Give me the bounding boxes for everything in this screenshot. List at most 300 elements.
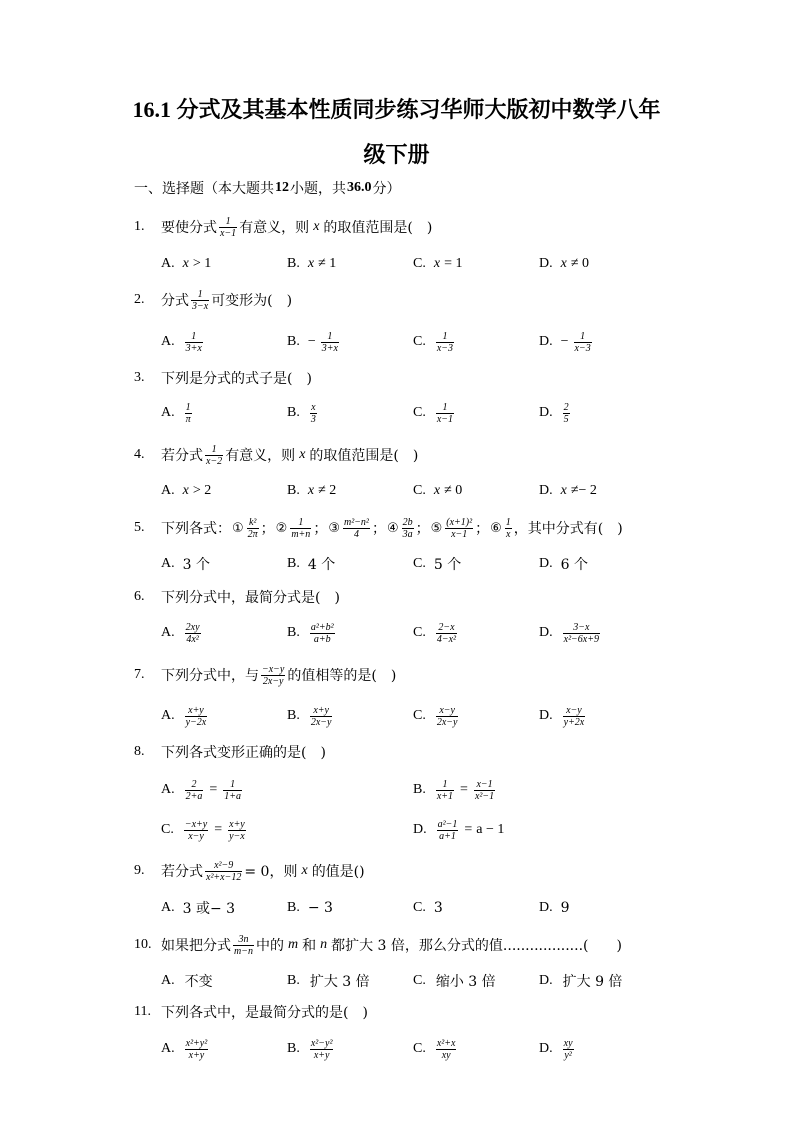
fraction: [563, 1038, 574, 1061]
option-d: [539, 481, 597, 501]
numerator: m²−n²: [343, 516, 369, 528]
stem-text: 分式: [161, 293, 189, 309]
option-a: [161, 254, 211, 274]
option-c: [413, 554, 461, 574]
option-b: [287, 403, 319, 423]
stem-text: 要使分式: [161, 220, 217, 236]
question-stem: [161, 665, 396, 685]
denominator: 2+a: [185, 790, 203, 802]
numerator: x−y: [566, 704, 582, 716]
option-b: [287, 254, 336, 274]
numerator: (x+1)²: [446, 516, 473, 528]
option-math: > 1: [192, 256, 212, 271]
denominator: a+b: [310, 633, 335, 645]
numerator: x+y: [229, 818, 245, 830]
numerator: x+y: [188, 704, 204, 716]
fraction: [310, 402, 317, 425]
denominator: m−n: [234, 945, 253, 957]
numerator: 2xy: [185, 621, 200, 633]
question-number: 7.: [134, 667, 145, 682]
numerator: x: [311, 401, 316, 413]
option-math: ≠ 0: [444, 483, 463, 498]
numerator: −x+y: [184, 818, 208, 830]
denominator: π: [185, 413, 191, 425]
denominator: 2x−y: [262, 675, 284, 687]
option-text: 5 个: [433, 557, 462, 573]
numerator: 1: [442, 330, 448, 342]
variable: x: [560, 483, 567, 498]
option-c: [161, 820, 248, 840]
denominator: x−1: [436, 413, 454, 425]
fraction: [185, 331, 203, 354]
denominator: y−x: [229, 830, 245, 842]
denominator: 5: [563, 413, 569, 425]
numerator: 1: [191, 330, 197, 342]
option-math: ≠ 2: [318, 483, 337, 498]
option-b: [287, 554, 335, 574]
fraction: [185, 622, 201, 645]
option-a: [161, 971, 213, 991]
question-number: 11.: [134, 1004, 151, 1019]
section-text: 一、选择题（本大题共: [134, 181, 274, 197]
numerator: 1: [211, 443, 217, 455]
option-text: 扩大 3 倍: [309, 974, 370, 990]
denominator: x−2: [206, 455, 223, 467]
fraction: [205, 860, 242, 883]
fraction: [445, 517, 473, 540]
numerator: x²−9: [214, 859, 234, 871]
numerator: x²+x: [436, 1037, 456, 1049]
denominator: x²−6x+9: [563, 633, 599, 645]
fraction: [185, 402, 192, 425]
stem-text: ，其中分式有( ): [513, 521, 623, 537]
stem-text: 的值是(): [311, 864, 365, 880]
denominator: y²: [564, 1049, 572, 1061]
option-text: 3 个: [182, 557, 210, 573]
denominator: 4−x²: [436, 633, 457, 645]
variable: x: [433, 256, 441, 271]
numerator: x−1: [476, 778, 493, 790]
option-b: [287, 1039, 335, 1059]
option-label: B.: [287, 973, 300, 988]
stem-text: 都扩大 3 倍，那么分式的值..................( ): [331, 938, 622, 954]
option-d: [539, 898, 570, 918]
denominator: x+1: [436, 790, 454, 802]
item-marker: ①: [232, 520, 244, 536]
numerator: −x−y: [262, 663, 285, 675]
fraction: [205, 444, 223, 467]
option-b: [287, 971, 370, 991]
fraction: [219, 216, 237, 239]
fraction: [574, 331, 592, 354]
question-count: 12: [275, 180, 289, 195]
numerator: x+y: [313, 704, 329, 716]
option-label: C.: [413, 256, 426, 271]
option-d: [539, 971, 622, 991]
option-math: ≠ 0: [570, 256, 590, 271]
question-number: 8.: [134, 744, 145, 759]
equals-sign: =: [460, 782, 468, 797]
denominator: xy: [436, 1049, 457, 1061]
option-a: [161, 706, 209, 726]
variable: x: [307, 256, 315, 271]
numerator: xy: [563, 1037, 573, 1049]
stem-text: 下列分式中，最简分式是( ): [161, 590, 340, 606]
denominator: 1+a: [224, 790, 242, 802]
numerator: 1: [580, 330, 586, 342]
fraction: [184, 819, 208, 842]
option-label: D.: [413, 822, 427, 837]
option-label: D.: [539, 556, 553, 571]
section-text: 小题，共: [290, 181, 346, 197]
variable: n: [320, 937, 328, 952]
option-c: [413, 403, 456, 423]
fraction: [436, 705, 459, 728]
question-stem: [161, 518, 623, 538]
separator: ；: [313, 521, 328, 537]
numerator: 1: [442, 778, 448, 790]
item-marker: ⑥: [490, 520, 502, 536]
numerator: 1: [298, 516, 304, 528]
option-c: [413, 481, 462, 501]
question-stem: [161, 217, 432, 237]
fraction: [402, 517, 414, 540]
option-d: [539, 254, 589, 274]
stem-text: = 0，则: [244, 864, 298, 880]
question-stem: [161, 861, 365, 881]
denominator: 3+x: [185, 342, 202, 354]
numerator: 1: [442, 401, 448, 413]
option-label: A.: [161, 900, 175, 915]
fraction: [563, 402, 570, 425]
equals-sign: =: [214, 822, 223, 837]
fraction: [310, 705, 333, 728]
fraction: [563, 622, 600, 645]
option-label: B.: [287, 900, 300, 915]
numerator: 1: [230, 778, 236, 790]
option-a: [161, 403, 194, 423]
numerator: 1: [185, 401, 191, 413]
denominator: x+y: [185, 1049, 209, 1061]
question-stem: [161, 368, 312, 388]
option-label: C.: [413, 556, 426, 571]
denominator: x+y: [310, 1049, 334, 1061]
option-c: [413, 623, 459, 643]
separator: ；: [475, 521, 490, 537]
fraction: [223, 779, 242, 802]
option-label: B.: [287, 483, 300, 498]
denominator: 2x−y: [436, 716, 458, 728]
numerator: 1: [197, 288, 203, 300]
question-stem: [161, 445, 418, 465]
option-label: C.: [413, 405, 426, 420]
numerator: x²−y²: [310, 1037, 333, 1049]
fraction: [261, 664, 285, 687]
question-stem: [161, 935, 622, 955]
option-a: [161, 1039, 210, 1059]
numerator: 1: [505, 516, 511, 528]
option-d: [539, 332, 594, 352]
stem-text: 若分式: [161, 448, 203, 464]
option-label: A.: [161, 256, 175, 271]
option-a: [161, 898, 235, 918]
section-text: 分）: [372, 181, 401, 197]
numerator: 3−x: [573, 621, 590, 633]
stem-text: 的取值范围是( ): [323, 220, 433, 236]
denominator: 3: [310, 413, 316, 425]
option-a: [161, 332, 205, 352]
denominator: x²−1: [474, 790, 495, 802]
option-text: 4 个: [307, 557, 336, 573]
denominator: x−1: [220, 227, 237, 239]
option-label: B.: [287, 334, 300, 349]
question-stem: [161, 290, 292, 310]
option-label: B.: [287, 405, 300, 420]
option-label: B.: [287, 625, 300, 640]
separator: ；: [415, 521, 430, 537]
option-math: = 1: [444, 256, 463, 271]
option-b: [287, 481, 336, 501]
fraction: [436, 622, 457, 645]
fraction: [436, 331, 454, 354]
numerator: k²: [248, 516, 257, 528]
fraction: [247, 517, 259, 540]
denominator: y+2x: [563, 716, 585, 728]
stem-text: 如果把分式: [161, 938, 231, 954]
item-marker: ③: [328, 520, 340, 536]
option-label: B.: [287, 556, 300, 571]
fraction: [191, 289, 209, 312]
stem-text: 下列各式：: [161, 521, 231, 537]
denominator: 4x²: [186, 633, 199, 645]
document-title-line-1: 16.1 分式及其基本性质同步练习华师大版初中数学八年: [132, 97, 661, 122]
item-marker: ②: [275, 520, 288, 536]
option-math: > 2: [192, 483, 212, 498]
stem-text: 下列分式中，与: [161, 668, 259, 684]
stem-text: 和: [302, 938, 317, 954]
option-label: D.: [539, 256, 553, 271]
stem-text: 下列各式中，是最简分式的是( ): [161, 1005, 368, 1021]
stem-text: 若分式: [161, 864, 203, 880]
option-text: 扩大 9 倍: [562, 974, 623, 990]
denominator: x−1: [445, 528, 473, 540]
fraction: [563, 705, 586, 728]
option-label: A.: [161, 782, 175, 797]
minus-sign: −: [307, 334, 316, 349]
denominator: 3a: [402, 528, 413, 540]
variable: x: [299, 447, 306, 462]
option-label: D.: [539, 973, 553, 988]
denominator: 2x−y: [310, 716, 332, 728]
option-c: [413, 706, 460, 726]
variable: x: [433, 483, 441, 498]
option-d: [539, 403, 572, 423]
option-b: [287, 623, 337, 643]
option-b: [287, 332, 341, 352]
option-label: D.: [539, 405, 553, 420]
variable: x: [182, 483, 189, 498]
fraction: [505, 517, 512, 540]
option-math: ≠− 2: [570, 483, 597, 498]
option-c: [413, 971, 496, 991]
fraction: [310, 1038, 334, 1061]
numerator: 3n: [238, 933, 249, 945]
option-a: [161, 623, 203, 643]
numerator: 2: [191, 778, 197, 790]
stem-text: 的取值范围是( ): [309, 448, 419, 464]
section-heading: [134, 178, 401, 198]
variable: x: [182, 256, 189, 271]
stem-text: 下列各式变形正确的是( ): [161, 745, 326, 761]
option-label: C.: [413, 483, 426, 498]
separator: ；: [371, 521, 386, 537]
question-stem: [161, 587, 340, 607]
numerator: a²−1: [437, 818, 458, 830]
option-label: B.: [287, 256, 300, 271]
numerator: 2: [563, 401, 569, 413]
question-number: 6.: [134, 589, 145, 604]
option-label: C.: [413, 900, 426, 915]
option-label: C.: [413, 334, 426, 349]
option-text: 缩小 3 倍: [435, 974, 496, 990]
fraction: [228, 819, 246, 842]
stem-text: 有意义，则: [225, 448, 296, 464]
option-b: [287, 706, 334, 726]
option-label: D.: [539, 708, 553, 723]
fraction: [185, 705, 208, 728]
option-b: [287, 898, 333, 918]
fraction: [185, 779, 204, 802]
option-c: [413, 332, 456, 352]
option-label: D.: [539, 625, 553, 640]
fraction: [343, 517, 370, 540]
option-label: D.: [539, 900, 553, 915]
option-text: 不变: [184, 974, 213, 990]
numerator: a²+b²: [310, 621, 334, 633]
option-label: C.: [413, 973, 426, 988]
option-d: [539, 554, 588, 574]
option-text: 9: [560, 900, 570, 916]
option-text: 3: [433, 900, 443, 916]
option-d: [539, 623, 602, 643]
denominator: y−2x: [185, 716, 207, 728]
option-label: A.: [161, 334, 175, 349]
question-stem: [161, 1002, 368, 1022]
numerator: x−y: [439, 704, 455, 716]
question-number: 5.: [134, 520, 145, 535]
denominator: m+n: [291, 528, 311, 540]
variable: x: [307, 483, 315, 498]
option-math: a − 1: [476, 822, 505, 837]
option-c: [413, 1039, 458, 1059]
minus-sign: −: [560, 334, 569, 349]
option-a: [161, 554, 210, 574]
stem-text: 下列是分式的式子是( ): [161, 371, 312, 387]
item-marker: ⑤: [430, 520, 443, 536]
question-number: 1.: [134, 219, 145, 234]
option-label: A.: [161, 973, 175, 988]
stem-text: 的值相等的是( ): [287, 668, 397, 684]
separator: ；: [260, 521, 275, 537]
fraction: [321, 331, 339, 354]
option-label: A.: [161, 1041, 175, 1056]
denominator: x−3: [574, 342, 591, 354]
variable: x: [301, 863, 308, 878]
option-label: A.: [161, 405, 175, 420]
option-d: [539, 1039, 576, 1059]
option-label: C.: [413, 708, 426, 723]
numerator: 2−x: [438, 621, 455, 633]
question-number: 2.: [134, 292, 145, 307]
denominator: x−3: [436, 342, 454, 354]
variable: x: [560, 256, 567, 271]
option-label: D.: [539, 483, 553, 498]
option-b: [413, 780, 497, 800]
option-label: A.: [161, 556, 175, 571]
numerator: 1: [327, 330, 333, 342]
equals-sign: =: [209, 782, 218, 797]
option-text: 3 或− 3: [182, 901, 236, 917]
option-label: A.: [161, 625, 175, 640]
option-a: [161, 780, 244, 800]
option-label: A.: [161, 708, 175, 723]
option-a: [161, 481, 211, 501]
question-stem: [161, 742, 326, 762]
numerator: 1: [225, 215, 231, 227]
denominator: a+1: [437, 830, 459, 842]
option-c: [413, 898, 443, 918]
denominator: 2π: [247, 528, 258, 540]
option-label: C.: [161, 822, 174, 837]
option-c: [413, 254, 462, 274]
fraction: [436, 402, 454, 425]
fraction: [310, 622, 335, 645]
denominator: 4: [343, 528, 370, 540]
denominator: 3+x: [321, 342, 338, 354]
question-number: 4.: [134, 447, 145, 462]
option-math: ≠ 1: [318, 256, 337, 271]
denominator: x²+x−12: [206, 871, 242, 883]
denominator: x−y: [184, 830, 208, 842]
document-title-line-2: 级下册: [363, 142, 430, 167]
variable: x: [313, 219, 320, 234]
total-score: 36.0: [347, 180, 372, 195]
fraction: [185, 1038, 209, 1061]
option-label: C.: [413, 1041, 426, 1056]
stem-text: 有意义，则: [239, 220, 310, 236]
question-number: 3.: [134, 370, 145, 385]
option-text: 6 个: [560, 557, 588, 573]
item-marker: ④: [386, 520, 399, 536]
option-label: A.: [161, 483, 175, 498]
fraction: [436, 1038, 457, 1061]
option-label: B.: [287, 1041, 300, 1056]
fraction: [437, 819, 459, 842]
numerator: x²+y²: [185, 1037, 208, 1049]
option-d: [539, 706, 587, 726]
option-text: − 3: [307, 900, 333, 916]
denominator: 3−x: [192, 300, 209, 312]
option-d: [413, 820, 504, 840]
question-number: 10.: [134, 937, 152, 952]
fraction: [474, 779, 495, 802]
option-label: B.: [413, 782, 426, 797]
denominator: x: [506, 528, 511, 540]
fraction: [436, 779, 454, 802]
option-label: C.: [413, 625, 426, 640]
option-label: D.: [539, 1041, 553, 1056]
option-label: B.: [287, 708, 300, 723]
